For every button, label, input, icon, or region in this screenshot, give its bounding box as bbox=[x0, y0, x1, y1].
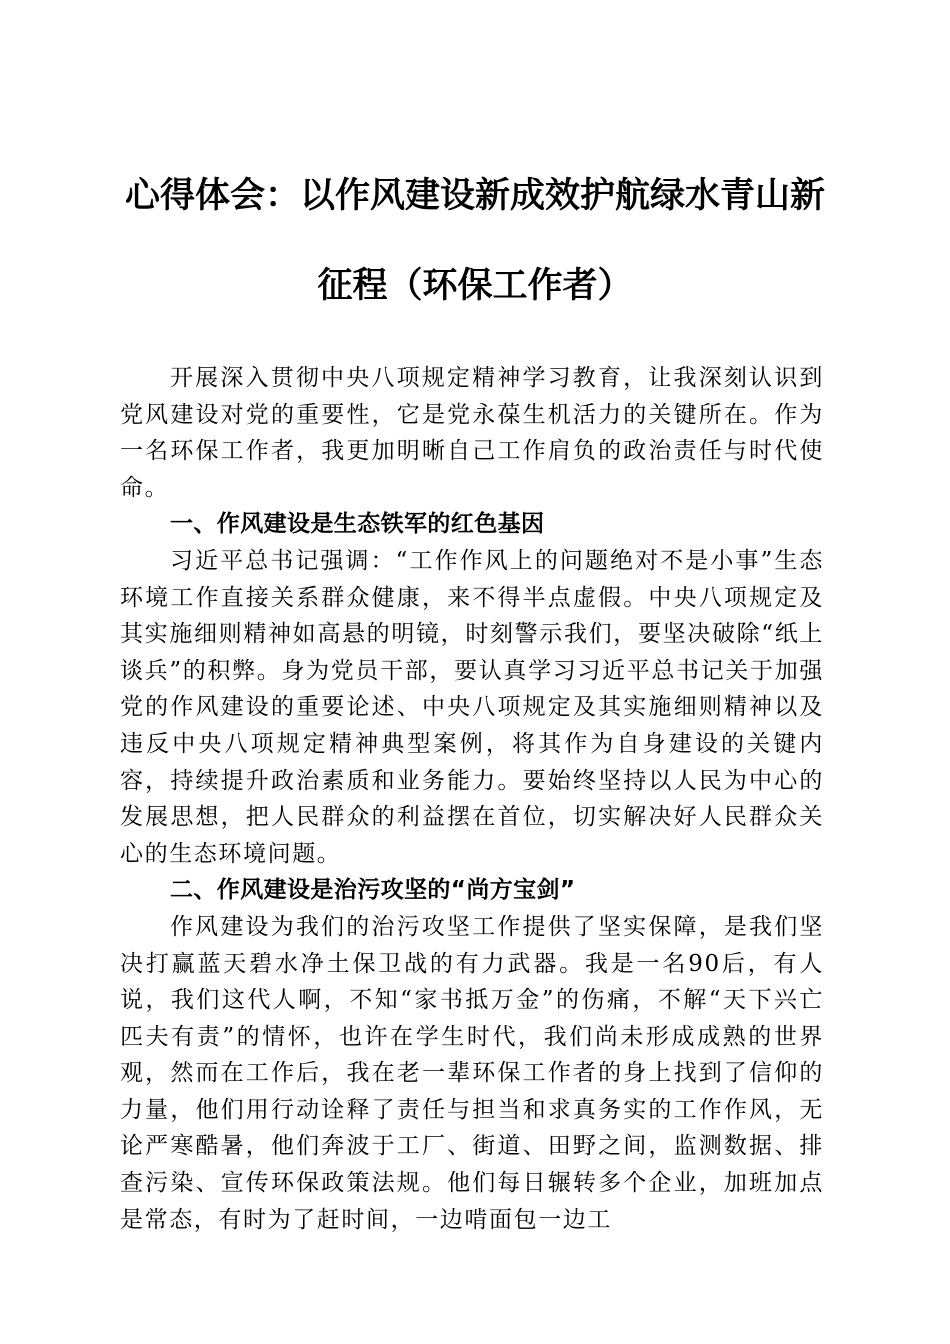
section-1-paragraph: 习近平总书记强调：“工作作风上的问题绝对不是小事”生态环境工作直接关系群众健康，来不得半点虚假。中央八项规定及其实施细则精神如高悬的明镜，时刻警示我们，要坚决破除“纸上谈兵”的积弊。身为党员干部，要认真学习习近平总书记关于加强党的作风建设的重要论述、中央八项规定及其实施细则精神以及违反中央八项规定精神典型案例，将其作为自身建设的关键内容，持续提升政治素质和业务能力。要始终坚持以人民为中心的发展思想，把人民群众的利益摆在首位，切实解决好人民群众关心的生态环境问题。 bbox=[120, 547, 824, 867]
document-body bbox=[120, 360, 824, 1238]
section-heading-1: 一、作风建设是生态铁军的红色基因 bbox=[170, 511, 545, 538]
section-heading-2: 二、作风建设是治污攻坚的“尚方宝剑” bbox=[170, 877, 576, 904]
section-2-paragraph: 作风建设为我们的治污攻坚工作提供了坚实保障，是我们坚决打赢蓝天碧水净土保卫战的有力武器。我是一名90后，有人说，我们这代人啊，不知“家书抵万金”的伤痛，不解“天下兴亡匹夫有责”的情怀，也许在学生时代，我们尚未形成成熟的世界观，然而在工作后，我在老一辈环保工作者的身上找到了信仰的力量，他们用行动诠释了责任与担当和求真务实的工作作风，无论严寒酷暑，他们奔波于工厂、街道、田野之间，监测数据、排查污染、宣传环保政策法规。他们每日辗转多个企业，加班加点是常态，有时为了赶时间，一边啃面包一边工 bbox=[120, 913, 824, 1233]
intro-paragraph: 开展深入贯彻中央八项规定精神学习教育，让我深刻认识到党风建设对党的重要性，它是党永葆生机活力的关键所在。作为一名环保工作者，我更加明晰自己工作肩负的政治责任与时代使命。 bbox=[120, 365, 824, 501]
document-title-line-1: 心得体会：以作风建设新成效护航绿水青山新 bbox=[124, 175, 825, 216]
document-title-line-2: 征程（环保工作者） bbox=[317, 265, 633, 306]
